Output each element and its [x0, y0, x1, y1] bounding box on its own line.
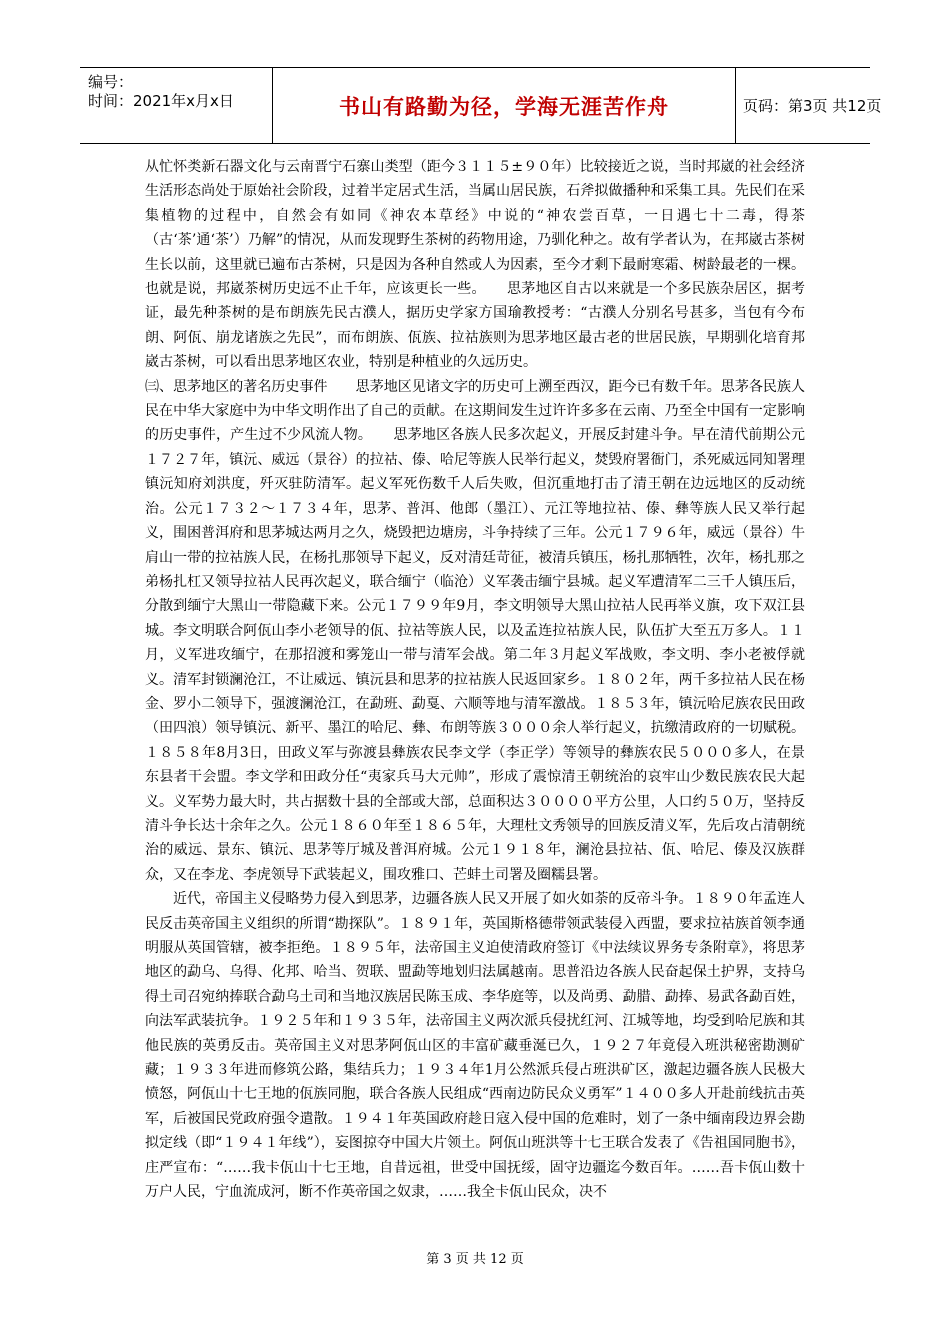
time-label: 时间：2021年x月x日	[88, 92, 234, 110]
paragraph: ㈢、思茅地区的著名历史事件 思茅地区见诸文字的历史可上溯至西汉，距今已有数千年。思茅各民族人民在中华大家庭中为中华文明作出了自己的贡献。在这期间发生过许许多多在云南、乃至全中国有一定影响的历史事件，产生过不少风流人物。 思茅地区各族人民多次起义，开展反封建斗争。早在清代前期公元１７２７年，镇沅、威远（景谷）的拉祜、傣、哈尼等族人民举行起义，焚毁府署衙门，杀死威远同知署理镇沅知府刘洪度，歼灭驻防清军。起义军死伤数千人后失败，但沉重地打击了清王朝在边远地区的反动统治。公元１７３２～１７３４年，思茅、普洱、他郎（墨江）、元江等地拉祜、傣、彝等族人民又举行起义，围困普洱府和思茅城达两月之久，烧毁把边塘房，斗争持续了三年。公元１７９６年，威远（景谷）牛肩山一带的拉祜族人民，在杨扎那领导下起义，反对清廷苛征，被清兵镇压，杨扎那牺牲，次年，杨扎那之弟杨扎杠又领导拉祜人民再次起义，联合缅宁（临沧）义军袭击缅宁县城。起义军遭清军二三千人镇压后，分散到缅宁大黑山一带隐藏下来。公元１７９９年9月，李文明领导大黑山拉祜人民再举义旗，攻下双江县城。李文明联合阿佤山李小老领导的佤、拉祜等族人民，以及孟连拉祜族人民，队伍扩大至五万多人。１１月，义军进攻缅宁，在那招渡和雾笼山一带与清军会战。第二年３月起义军战败，李文明、李小老被俘就义。清军封锁澜沧江，不让威远、镇沅县和思茅的拉祜族人民返回家乡。１８０２年，两千多拉祜人民在杨金、罗小二领导下，强渡澜沧江，在勐班、勐戛、六顺等地与清军激战。１８５３年，镇沅哈尼族农民田政（田四浪）领导镇沅、新平、墨江的哈尼、彝、布朗等族３０００余人举行起义，抗缴清政府的一切赋税。１８５８年8月3日，田政义军与弥渡县彝族农民李文学（李正学）等领导的彝族农民５０００多人，在景东县者干会盟。李文学和田政分任“夷家兵马大元帅”，形成了震惊清王朝统治的哀牢山少数民族农民大起义。义军势力最大时，共占据数十县的全部或大部，总面积达３００００平方公里，人口约５０万，坚持反清斗争长达十余年之久。公元１８６０年至１８６５年，大理杜文秀领导的回族反清义军，先后攻占清朝统治的威远、景东、镇沅、思茅等厅城及普洱府城。公元１９１８年，澜沧县拉祜、佤、哈尼、傣及汉族群众，又在李龙、李虎领导下武装起义，围攻雅口、芒蚌土司署及圈糯县署。	[145, 378, 805, 883]
header-meta	[80, 68, 272, 143]
paragraph: 从忙怀类新石器文化与云南晋宁石寨山类型（距今３１１５±９０年）比较接近之说，当时邦崴的社会经济生活形态尚处于原始社会阶段，过着半定居式生活，当属山居民族，石斧拟做播种和采集工具。先民们在采集植物的过程中，自然会有如同《神农本草经》中说的“神农尝百草，一日遇七十二毒，得茶（古‘茶’通‘茶’）乃解”的情况，从而发现野生茶树的药物用途，乃驯化种之。故有学者认为，在邦崴古茶树生长以前，这里就已遍布古茶树，只是因为各种自然或人为因素，至今才剩下最耐寒霜、树龄最老的一棵。也就是说，邦崴茶树历史远不止千年，应该更长一些。 思茅地区自古以来就是一个多民族杂居区，据考证，最先种茶树的是布朗族先民古濮人，据历史学家方国瑜教授考：“古濮人分别名号甚多，当包有今布朗、阿佤、崩龙诸族之先民”，而布朗族、佤族、拉祜族则为思茅地区最古老的世居民族，早期驯化培育邦崴古茶树，可以看出思茅地区农业，特别是种植业的久远历史。	[145, 159, 805, 371]
page-header	[80, 67, 882, 144]
page-label: 页码：第3页 共12页	[743, 97, 882, 115]
document-body	[145, 155, 805, 1204]
page-footer: 第 3 页 共 12 页	[426, 1252, 524, 1267]
paragraph: 近代，帝国主义侵略势力侵入到思茅，边疆各族人民又开展了如火如荼的反帝斗争。１８９０年孟连人民反击英帝国主义组织的所谓“勘探队”。１８９１年，英国斯格德带领武装侵入西盟，要求拉祜族首领李通明服从英国管辖，被李拒绝。１８９５年，法帝国主义迫使清政府签订《中法续议界务专条附章》，将思茅地区的勐乌、乌得、化邦、哈当、贺联、盟勐等地划归法属越南。思普沿边各族人民奋起保土护界，支持乌得土司召宛纳捧联合勐乌土司和当地汉族居民陈玉成、李华庭等，以及尚勇、勐腊、勐捧、易武各勐百姓，向法军武装抗争。１９２５年和１９３５年，法帝国主义两次派兵侵扰红河、江城等地，均受到哈尼族和其他民族的英勇反击。英帝国主义对思茅阿佤山区的丰富矿藏垂涎已久，１９２７年竟侵入班洪秘密勘测矿藏；１９３３年进而修筑公路，集结兵力；１９３４年1月公然派兵侵占班洪矿区，激起边疆各族人民极大愤怒，阿佤山十七王地的佤族同胞，联合各族人民组成“西南边防民众义勇军”１４００多人开赴前线抗击英军，后被国民党政府强令遣散。１９４１年英国政府趁日寇入侵中国的危难时，划了一条中缅南段边界会勘拟定线（即“１９４１年线”），妄图掠夺中国大片领土。阿佤山班洪等十七王联合发表了《告祖国同胞书》，庄严宣布：“……我卡佤山十七王地，自昔远祖，世受中国抚绥，固守边疆迄今数百年。……吾卡佤山数十万户人民，宁血流成河，断不作英帝国之奴隶，……我全卡佤山民众，决不	[145, 891, 805, 1201]
motto: 书山有路勤为径，学海无涯苦作舟	[272, 68, 736, 143]
number-label: 编号：	[88, 73, 134, 91]
